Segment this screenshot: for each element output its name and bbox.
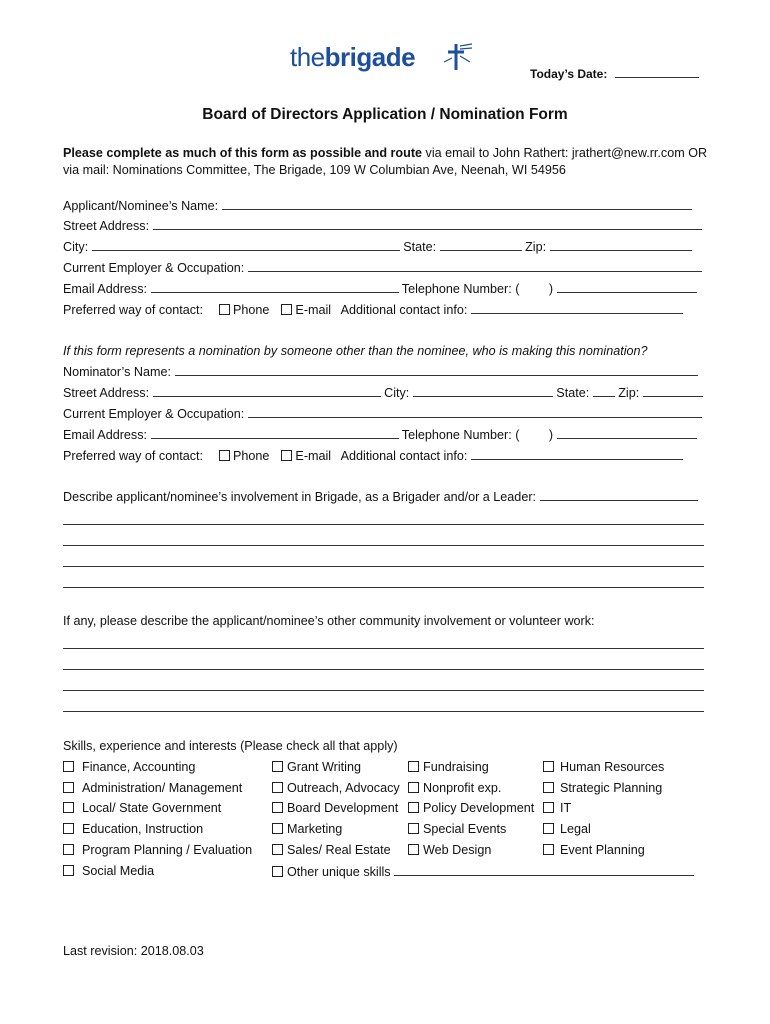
applicant-street-field[interactable] (153, 218, 702, 230)
skill-checkbox[interactable] (543, 844, 554, 855)
skill-checkbox[interactable] (63, 802, 74, 813)
skill-administration[interactable] (63, 781, 242, 795)
intro-line-2: via mail: Nominations Committee, The Brigade, 109 W Columbian Ave, Neenah, WI 54956 (63, 163, 566, 177)
nominator-phone-option: Phone (233, 449, 270, 463)
applicant-additional-field[interactable] (471, 302, 683, 314)
last-revision: Last revision: 2018.08.03 (63, 944, 204, 958)
involvement-line-2[interactable] (63, 545, 704, 546)
skill-label: Social Media (82, 864, 155, 878)
applicant-email-row (63, 281, 697, 296)
skill-label: Local/ State Government (82, 801, 222, 815)
skill-label: Board Development (287, 801, 399, 815)
applicant-contact-label: Preferred way of contact: (63, 303, 203, 317)
skill-marketing[interactable] (272, 822, 342, 836)
nominator-street-label: Street Address: (63, 386, 150, 400)
applicant-email-field[interactable] (151, 281, 399, 293)
intro-line-1 (63, 146, 707, 160)
nominator-additional-label: Additional contact info: (340, 449, 468, 463)
applicant-email-checkbox[interactable] (281, 304, 292, 315)
skill-checkbox[interactable] (272, 844, 283, 855)
brigade-logo (290, 40, 476, 80)
skill-other-unique[interactable] (272, 864, 694, 879)
nominator-phone-checkbox[interactable] (219, 450, 230, 461)
skill-checkbox[interactable] (63, 823, 74, 834)
cross-flag-icon (440, 40, 474, 74)
skill-checkbox[interactable] (408, 802, 419, 813)
skill-label: Web Design (423, 843, 492, 857)
skill-social-media[interactable] (63, 864, 154, 878)
applicant-additional-label: Additional contact info: (340, 303, 468, 317)
skill-government[interactable] (63, 801, 221, 815)
applicant-zip-label: Zip: (525, 240, 547, 254)
applicant-street-label: Street Address: (63, 219, 150, 233)
applicant-phone-label: Telephone Number: ( (401, 282, 520, 296)
skill-board-development[interactable] (272, 801, 398, 815)
nominator-question: If this form represents a nomination by someone other than the nominee, who is making this nomination? (63, 344, 648, 358)
todays-date (530, 66, 699, 81)
applicant-zip-field[interactable] (550, 239, 692, 251)
applicant-contact-row (63, 302, 683, 317)
skill-label: Legal (560, 822, 591, 836)
applicant-city-label: City: (63, 240, 89, 254)
skill-legal[interactable] (543, 822, 591, 836)
intro-rest: via email to John Rathert: jrathert@new.rr.com OR (422, 146, 708, 160)
involvement-line-3[interactable] (63, 566, 704, 567)
skill-label: Program Planning / Evaluation (82, 843, 253, 857)
applicant-phone-checkbox[interactable] (219, 304, 230, 315)
nominator-employer-row (63, 406, 702, 421)
form-title: Board of Directors Application / Nomination Form (202, 106, 568, 123)
applicant-email-option: E-mail (295, 303, 332, 317)
skill-checkbox[interactable] (63, 761, 74, 772)
applicant-employer-field[interactable] (248, 260, 702, 272)
applicant-street-row (63, 218, 702, 233)
skill-label: Special Events (423, 822, 507, 836)
skill-checkbox[interactable] (408, 782, 419, 793)
skill-checkbox[interactable] (272, 802, 283, 813)
nominator-name-row (63, 364, 698, 379)
community-line-1[interactable] (63, 648, 704, 649)
nominator-email-row (63, 427, 697, 442)
applicant-state-field[interactable] (440, 239, 522, 251)
skill-label: Education, Instruction (82, 822, 204, 836)
skill-grant-writing[interactable] (272, 760, 361, 774)
skill-label: Finance, Accounting (82, 760, 196, 774)
applicant-name-label: Applicant/Nominee’s Name: (63, 199, 219, 213)
nominator-email-checkbox[interactable] (281, 450, 292, 461)
applicant-city-field[interactable] (92, 239, 400, 251)
skills-heading: Skills, experience and interests (Please check all that apply) (63, 739, 398, 753)
nominator-street-field[interactable] (153, 385, 381, 397)
community-prompt: If any, please describe the applicant/nominee’s other community involvement or volunteer work: (63, 614, 595, 628)
nominator-zip-label: Zip: (618, 386, 640, 400)
nominator-zip-field[interactable] (643, 385, 703, 397)
involvement-field[interactable] (540, 489, 698, 501)
involvement-line-4[interactable] (63, 587, 704, 588)
intro-bold: Please complete as much of this form as possible and route (63, 146, 423, 160)
applicant-state-label: State: (403, 240, 437, 254)
logo-the: the (290, 42, 325, 72)
todays-date-label: Today’s Date: (530, 67, 608, 81)
skill-nonprofit[interactable] (408, 781, 501, 795)
nominator-city-field[interactable] (413, 385, 553, 397)
nominator-employer-field[interactable] (248, 406, 702, 418)
skill-label: Administration/ Management (82, 781, 243, 795)
skill-web-design[interactable] (408, 843, 491, 857)
nominator-contact-row (63, 448, 683, 463)
skill-checkbox[interactable] (543, 782, 554, 793)
involvement-row (63, 489, 698, 504)
skill-program-planning[interactable] (63, 843, 252, 857)
skill-checkbox[interactable] (408, 761, 419, 772)
nominator-additional-field[interactable] (471, 448, 683, 460)
skill-checkbox[interactable] (408, 823, 419, 834)
logo-brigade: brigade (324, 42, 416, 72)
applicant-name-field[interactable] (222, 198, 692, 210)
skill-special-events[interactable] (408, 822, 506, 836)
nominator-phone-label: Telephone Number: ( (401, 428, 520, 442)
skill-label: Event Planning (560, 843, 645, 857)
skill-checkbox[interactable] (63, 782, 74, 793)
skill-label: Strategic Planning (560, 781, 663, 795)
skill-sales[interactable] (272, 843, 391, 857)
skill-it[interactable] (543, 801, 571, 815)
applicant-email-label: Email Address: (63, 282, 147, 296)
skill-label: Other unique skills (287, 865, 391, 879)
nominator-contact-label: Preferred way of contact: (63, 449, 203, 463)
nominator-name-field[interactable] (175, 364, 698, 376)
skill-label: Nonprofit exp. (423, 781, 502, 795)
skill-checkbox[interactable] (543, 802, 554, 813)
skill-checkbox[interactable] (63, 844, 74, 855)
nominator-state-field[interactable] (593, 385, 615, 397)
todays-date-field[interactable] (615, 66, 699, 78)
skill-event-planning[interactable] (543, 843, 645, 857)
applicant-phone-field[interactable] (557, 281, 697, 293)
skill-policy-development[interactable] (408, 801, 534, 815)
skill-label: Policy Development (423, 801, 535, 815)
involvement-line-1[interactable] (63, 524, 704, 525)
skill-checkbox[interactable] (63, 865, 74, 876)
nominator-name-label: Nominator’s Name: (63, 365, 172, 379)
skill-label: Outreach, Advocacy (287, 781, 400, 795)
other-skills-field[interactable] (394, 864, 694, 876)
skill-outreach[interactable] (272, 781, 400, 795)
skill-checkbox[interactable] (272, 823, 283, 834)
applicant-employer-row (63, 260, 702, 275)
nominator-phone-close: ) (548, 428, 554, 442)
skill-checkbox[interactable] (272, 761, 283, 772)
skill-label: Sales/ Real Estate (287, 843, 391, 857)
nominator-city-label: City: (384, 386, 410, 400)
skill-label: IT (560, 801, 572, 815)
community-line-3[interactable] (63, 690, 704, 691)
applicant-city-row (63, 239, 692, 254)
community-line-2[interactable] (63, 669, 704, 670)
nominator-email-field[interactable] (151, 427, 399, 439)
skill-checkbox[interactable] (408, 844, 419, 855)
skill-label: Fundraising (423, 760, 489, 774)
nominator-phone-field[interactable] (557, 427, 697, 439)
skill-checkbox[interactable] (543, 823, 554, 834)
nominator-email-option: E-mail (295, 449, 332, 463)
applicant-name-row (63, 198, 692, 213)
skill-checkbox[interactable] (543, 761, 554, 772)
nominator-employer-label: Current Employer & Occupation: (63, 407, 245, 421)
nominator-street-row (63, 385, 703, 400)
skill-label: Human Resources (560, 760, 665, 774)
skill-checkbox[interactable] (272, 866, 283, 877)
applicant-employer-label: Current Employer & Occupation: (63, 261, 245, 275)
skill-finance[interactable] (63, 760, 195, 774)
skill-label: Marketing (287, 822, 343, 836)
applicant-phone-option: Phone (233, 303, 270, 317)
skill-checkbox[interactable] (272, 782, 283, 793)
skill-human-resources[interactable] (543, 760, 664, 774)
applicant-phone-close: ) (548, 282, 554, 296)
skill-strategic-planning[interactable] (543, 781, 662, 795)
involvement-prompt: Describe applicant/nominee’s involvement in Brigade, as a Brigader and/or a Leader: (63, 490, 537, 504)
nominator-email-label: Email Address: (63, 428, 147, 442)
nominator-state-label: State: (556, 386, 590, 400)
skill-fundraising[interactable] (408, 760, 489, 774)
community-line-4[interactable] (63, 711, 704, 712)
skill-label: Grant Writing (287, 760, 361, 774)
skill-education[interactable] (63, 822, 203, 836)
